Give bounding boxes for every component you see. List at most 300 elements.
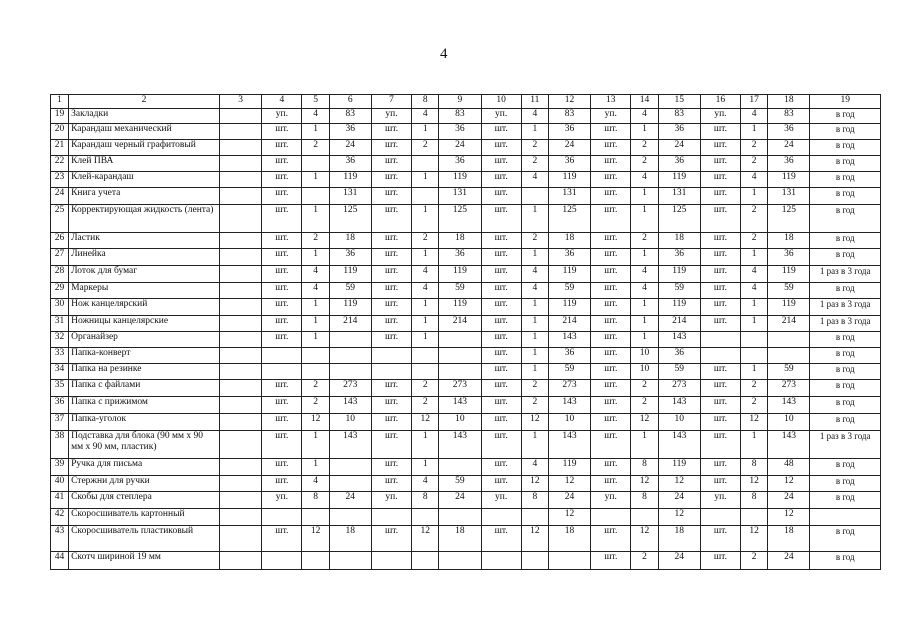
- table-cell: 2: [521, 397, 548, 414]
- table-cell: 12: [548, 476, 590, 492]
- table-cell: 24: [439, 492, 481, 509]
- header-cell: 7: [371, 95, 411, 109]
- header-cell: 16: [700, 95, 740, 109]
- table-cell: шт.: [481, 316, 521, 332]
- table-cell: шт.: [700, 397, 740, 414]
- table-cell: 119: [329, 172, 371, 188]
- table-row: [51, 526, 881, 552]
- table-cell: в год: [810, 205, 881, 233]
- table-cell: 1: [631, 299, 658, 316]
- table-row: [51, 431, 881, 459]
- table-cell: [371, 364, 411, 380]
- table-cell: 36: [439, 249, 481, 266]
- table-cell: 1: [631, 205, 658, 233]
- table-cell: 4: [741, 109, 768, 124]
- page-number: 4: [440, 46, 448, 62]
- table-cell: 125: [658, 205, 700, 233]
- table-cell: 1: [741, 364, 768, 380]
- table-cell: в год: [810, 414, 881, 431]
- table-cell: 24: [548, 492, 590, 509]
- table-row: [51, 459, 881, 476]
- table-cell: 131: [439, 188, 481, 205]
- table-cell: в год: [810, 492, 881, 509]
- table-cell: в год: [810, 233, 881, 249]
- table-cell: [741, 348, 768, 364]
- row-number-cell: 22: [51, 156, 69, 172]
- table-cell: шт.: [262, 380, 302, 397]
- table-cell: [220, 266, 262, 283]
- table-cell: шт.: [591, 431, 631, 459]
- row-number-cell: 40: [51, 476, 69, 492]
- table-cell: 59: [439, 283, 481, 299]
- table-cell: 2: [631, 380, 658, 397]
- table-cell: 2: [741, 552, 768, 570]
- table-cell: [302, 364, 329, 380]
- table-cell: уп.: [262, 109, 302, 124]
- table-row: [51, 509, 881, 526]
- table-cell: шт.: [591, 124, 631, 140]
- table-cell: [329, 459, 371, 476]
- table-cell: шт.: [591, 266, 631, 283]
- row-number-cell: 38: [51, 431, 69, 459]
- table-cell: [439, 552, 481, 570]
- table-cell: 273: [548, 380, 590, 397]
- table-cell: 1 раз в 3 года: [810, 299, 881, 316]
- table-cell: в год: [810, 552, 881, 570]
- table-cell: [329, 552, 371, 570]
- table-cell: 36: [329, 156, 371, 172]
- table-cell: [329, 332, 371, 348]
- row-number-cell: 33: [51, 348, 69, 364]
- header-cell: 13: [591, 95, 631, 109]
- table-cell: 10: [658, 414, 700, 431]
- table-cell: 12: [741, 526, 768, 552]
- table-row: [51, 552, 881, 570]
- table-cell: 10: [631, 364, 658, 380]
- row-number-cell: 29: [51, 283, 69, 299]
- table-cell: шт.: [481, 299, 521, 316]
- table-cell: 36: [439, 124, 481, 140]
- table-cell: [741, 509, 768, 526]
- table-cell: шт.: [591, 188, 631, 205]
- table-cell: 24: [329, 140, 371, 156]
- table-cell: шт.: [700, 172, 740, 188]
- table-cell: 143: [548, 397, 590, 414]
- row-number-cell: 36: [51, 397, 69, 414]
- table-cell: [302, 156, 329, 172]
- table-cell: 1: [741, 431, 768, 459]
- table-cell: шт.: [262, 459, 302, 476]
- table-cell: 4: [741, 266, 768, 283]
- table-cell: шт.: [591, 397, 631, 414]
- table-cell: шт.: [481, 140, 521, 156]
- table-row: [51, 492, 881, 509]
- table-cell: уп.: [262, 492, 302, 509]
- table-cell: 1: [521, 124, 548, 140]
- table-cell: 1: [631, 431, 658, 459]
- table-cell: 12: [631, 526, 658, 552]
- table-cell: [412, 188, 439, 205]
- table-cell: шт.: [481, 283, 521, 299]
- table-cell: 1 раз в 3 года: [810, 316, 881, 332]
- table-cell: шт.: [262, 283, 302, 299]
- table-cell: 119: [768, 172, 810, 188]
- item-name-cell: Лоток для бумаг: [69, 266, 220, 283]
- row-number-cell: 19: [51, 109, 69, 124]
- table-cell: 119: [548, 459, 590, 476]
- table-cell: шт.: [591, 348, 631, 364]
- table-cell: 125: [768, 205, 810, 233]
- table-cell: шт.: [481, 332, 521, 348]
- item-name-cell: Скоросшиватель пластиковый: [69, 526, 220, 552]
- table-cell: [220, 348, 262, 364]
- table-cell: [329, 509, 371, 526]
- item-name-cell: Книга учета: [69, 188, 220, 205]
- table-cell: 59: [329, 283, 371, 299]
- table-cell: 12: [658, 509, 700, 526]
- table-cell: [631, 509, 658, 526]
- table-cell: 10: [329, 414, 371, 431]
- item-name-cell: Папка-уголок: [69, 414, 220, 431]
- table-cell: шт.: [700, 380, 740, 397]
- table-cell: 59: [768, 364, 810, 380]
- table-cell: шт.: [700, 233, 740, 249]
- table-cell: 2: [741, 156, 768, 172]
- table-cell: [700, 509, 740, 526]
- table-cell: 119: [439, 299, 481, 316]
- row-number-cell: 31: [51, 316, 69, 332]
- table-cell: шт.: [371, 188, 411, 205]
- header-cell: 9: [439, 95, 481, 109]
- table-cell: 18: [439, 233, 481, 249]
- table-row: [51, 414, 881, 431]
- table-cell: 36: [768, 124, 810, 140]
- table-cell: в год: [810, 380, 881, 397]
- table-cell: 12: [521, 476, 548, 492]
- table-cell: 119: [548, 266, 590, 283]
- header-cell: 3: [220, 95, 262, 109]
- table-cell: 1: [741, 316, 768, 332]
- table-cell: 119: [439, 172, 481, 188]
- table-cell: 1: [521, 316, 548, 332]
- table-cell: 18: [548, 233, 590, 249]
- table-cell: 1: [412, 124, 439, 140]
- table-cell: 4: [631, 283, 658, 299]
- table-cell: 4: [412, 283, 439, 299]
- table-row: [51, 156, 881, 172]
- row-number-cell: 37: [51, 414, 69, 431]
- table-row: [51, 140, 881, 156]
- table-row: [51, 124, 881, 140]
- table-cell: 2: [302, 140, 329, 156]
- table-cell: 143: [658, 397, 700, 414]
- table-cell: шт.: [371, 140, 411, 156]
- table-cell: шт.: [371, 233, 411, 249]
- table-cell: 2: [631, 233, 658, 249]
- table-cell: 131: [658, 188, 700, 205]
- table-cell: 1: [302, 332, 329, 348]
- table-cell: шт.: [591, 283, 631, 299]
- table-cell: 143: [768, 431, 810, 459]
- table-cell: 1: [412, 205, 439, 233]
- table-cell: 125: [329, 205, 371, 233]
- table-cell: шт.: [262, 124, 302, 140]
- item-name-cell: Папка на резинке: [69, 364, 220, 380]
- item-name-cell: Скоросшиватель картонный: [69, 509, 220, 526]
- table-cell: [481, 509, 521, 526]
- header-cell: 1: [51, 95, 69, 109]
- table-cell: 143: [329, 397, 371, 414]
- table-cell: 36: [329, 249, 371, 266]
- table-cell: 2: [412, 140, 439, 156]
- header-cell: 18: [768, 95, 810, 109]
- table-cell: 273: [658, 380, 700, 397]
- table-cell: шт.: [591, 332, 631, 348]
- table-cell: 36: [439, 156, 481, 172]
- table-cell: 143: [439, 431, 481, 459]
- table-cell: 273: [439, 380, 481, 397]
- table-row: [51, 380, 881, 397]
- table-row: [51, 266, 881, 283]
- table-cell: 18: [768, 526, 810, 552]
- table-cell: в год: [810, 140, 881, 156]
- table-cell: 18: [658, 526, 700, 552]
- table-cell: шт.: [481, 476, 521, 492]
- table-cell: шт.: [262, 299, 302, 316]
- table-cell: шт.: [371, 316, 411, 332]
- row-number-cell: 32: [51, 332, 69, 348]
- table-cell: шт.: [371, 476, 411, 492]
- table-cell: [302, 509, 329, 526]
- table-cell: [810, 509, 881, 526]
- table-cell: 119: [439, 266, 481, 283]
- table-cell: 119: [658, 299, 700, 316]
- table-cell: 2: [521, 233, 548, 249]
- table-cell: 1: [412, 316, 439, 332]
- table-cell: [412, 348, 439, 364]
- table-cell: 2: [741, 397, 768, 414]
- item-name-cell: Закладки: [69, 109, 220, 124]
- table-cell: 18: [439, 526, 481, 552]
- table-cell: 12: [631, 476, 658, 492]
- table-cell: шт.: [591, 172, 631, 188]
- row-number-cell: 26: [51, 233, 69, 249]
- table-cell: шт.: [700, 431, 740, 459]
- table-cell: [220, 552, 262, 570]
- table-cell: [220, 124, 262, 140]
- table-cell: 36: [548, 156, 590, 172]
- table-cell: уп.: [371, 492, 411, 509]
- header-cell: 15: [658, 95, 700, 109]
- table-cell: 273: [768, 380, 810, 397]
- table-cell: 4: [412, 266, 439, 283]
- header-cell: 2: [69, 95, 220, 109]
- table-cell: 12: [768, 476, 810, 492]
- table-cell: шт.: [371, 156, 411, 172]
- table-cell: [220, 414, 262, 431]
- table-cell: 125: [439, 205, 481, 233]
- table-cell: [220, 299, 262, 316]
- table-cell: [220, 431, 262, 459]
- table-cell: 24: [768, 492, 810, 509]
- table-cell: 2: [521, 156, 548, 172]
- table-cell: 2: [302, 380, 329, 397]
- table-cell: 2: [741, 380, 768, 397]
- table-cell: в год: [810, 332, 881, 348]
- table-cell: шт.: [371, 124, 411, 140]
- table-cell: в год: [810, 364, 881, 380]
- table-cell: шт.: [262, 233, 302, 249]
- item-name-cell: Линейка: [69, 249, 220, 266]
- table-cell: шт.: [262, 526, 302, 552]
- table-cell: [439, 332, 481, 348]
- table-cell: 1: [302, 299, 329, 316]
- table-cell: 24: [658, 552, 700, 570]
- table-row: [51, 348, 881, 364]
- table-cell: 24: [768, 552, 810, 570]
- table-cell: [521, 509, 548, 526]
- table-cell: [220, 172, 262, 188]
- table-cell: шт.: [262, 397, 302, 414]
- table-cell: в год: [810, 109, 881, 124]
- table-cell: 1: [302, 172, 329, 188]
- table-row: [51, 364, 881, 380]
- table-cell: шт.: [591, 249, 631, 266]
- table-cell: [220, 233, 262, 249]
- table-cell: 143: [548, 431, 590, 459]
- table-cell: 48: [768, 459, 810, 476]
- table-row: [51, 188, 881, 205]
- table-cell: шт.: [481, 233, 521, 249]
- table-cell: шт.: [591, 299, 631, 316]
- table-cell: 24: [768, 140, 810, 156]
- table-cell: в год: [810, 172, 881, 188]
- table-cell: [220, 188, 262, 205]
- table-cell: шт.: [262, 156, 302, 172]
- table-cell: 2: [521, 380, 548, 397]
- table-cell: [768, 332, 810, 348]
- table-cell: шт.: [481, 249, 521, 266]
- table-cell: [412, 156, 439, 172]
- table-cell: [220, 332, 262, 348]
- item-name-cell: Клей ПВА: [69, 156, 220, 172]
- header-cell: 17: [741, 95, 768, 109]
- table-cell: 12: [768, 509, 810, 526]
- table-cell: 1: [521, 348, 548, 364]
- table-cell: шт.: [481, 414, 521, 431]
- table-cell: 2: [631, 156, 658, 172]
- table-cell: 24: [329, 492, 371, 509]
- table-cell: 1: [302, 205, 329, 233]
- table-cell: 1: [521, 249, 548, 266]
- table-cell: 59: [658, 283, 700, 299]
- row-number-cell: 27: [51, 249, 69, 266]
- table-cell: шт.: [371, 205, 411, 233]
- table-cell: шт.: [591, 316, 631, 332]
- table-cell: 1: [631, 316, 658, 332]
- table-cell: [220, 459, 262, 476]
- table-cell: 2: [741, 233, 768, 249]
- table-cell: 10: [439, 414, 481, 431]
- table-cell: уп.: [700, 109, 740, 124]
- table-cell: 59: [439, 476, 481, 492]
- table-cell: [548, 552, 590, 570]
- table-cell: 8: [741, 492, 768, 509]
- table-cell: [439, 364, 481, 380]
- table-cell: 4: [521, 109, 548, 124]
- table-cell: [220, 316, 262, 332]
- table-cell: 1: [521, 332, 548, 348]
- table-cell: шт.: [481, 364, 521, 380]
- table-cell: 4: [521, 283, 548, 299]
- table-cell: 2: [412, 380, 439, 397]
- table-cell: [329, 348, 371, 364]
- table-cell: шт.: [371, 172, 411, 188]
- table-cell: 59: [548, 364, 590, 380]
- table-cell: 18: [768, 233, 810, 249]
- table-cell: в год: [810, 156, 881, 172]
- table-cell: 1: [521, 299, 548, 316]
- table-cell: [741, 332, 768, 348]
- table-cell: 83: [548, 109, 590, 124]
- table-cell: в год: [810, 476, 881, 492]
- row-number-cell: 25: [51, 205, 69, 233]
- table-cell: 125: [548, 205, 590, 233]
- table-cell: 1: [302, 124, 329, 140]
- row-number-cell: 28: [51, 266, 69, 283]
- table-cell: 36: [329, 124, 371, 140]
- header-cell: 19: [810, 95, 881, 109]
- table-cell: [220, 140, 262, 156]
- table-cell: шт.: [262, 332, 302, 348]
- table-cell: 83: [329, 109, 371, 124]
- table-cell: [439, 348, 481, 364]
- table-cell: [302, 188, 329, 205]
- table-cell: [220, 397, 262, 414]
- table-cell: 83: [768, 109, 810, 124]
- table-cell: 1: [302, 431, 329, 459]
- table-cell: [439, 509, 481, 526]
- header-cell: 10: [481, 95, 521, 109]
- table-row: [51, 109, 881, 124]
- row-number-cell: 39: [51, 459, 69, 476]
- table-cell: 1: [631, 332, 658, 348]
- table-cell: шт.: [481, 124, 521, 140]
- table-cell: 36: [768, 156, 810, 172]
- table-cell: 143: [548, 332, 590, 348]
- table-cell: 36: [658, 124, 700, 140]
- table-cell: шт.: [700, 156, 740, 172]
- table-cell: 1: [521, 205, 548, 233]
- table-cell: уп.: [591, 492, 631, 509]
- table-cell: 36: [548, 348, 590, 364]
- table-cell: 2: [302, 397, 329, 414]
- supplies-table: [50, 94, 881, 570]
- table-cell: шт.: [700, 414, 740, 431]
- row-number-cell: 21: [51, 140, 69, 156]
- table-cell: 273: [329, 380, 371, 397]
- table-cell: в год: [810, 397, 881, 414]
- table-cell: 10: [768, 414, 810, 431]
- header-cell: 6: [329, 95, 371, 109]
- table-cell: шт.: [700, 299, 740, 316]
- table-cell: 18: [329, 233, 371, 249]
- table-cell: 36: [548, 124, 590, 140]
- table-cell: 4: [412, 109, 439, 124]
- table-cell: 1: [412, 299, 439, 316]
- table-cell: в год: [810, 124, 881, 140]
- table-cell: 4: [302, 476, 329, 492]
